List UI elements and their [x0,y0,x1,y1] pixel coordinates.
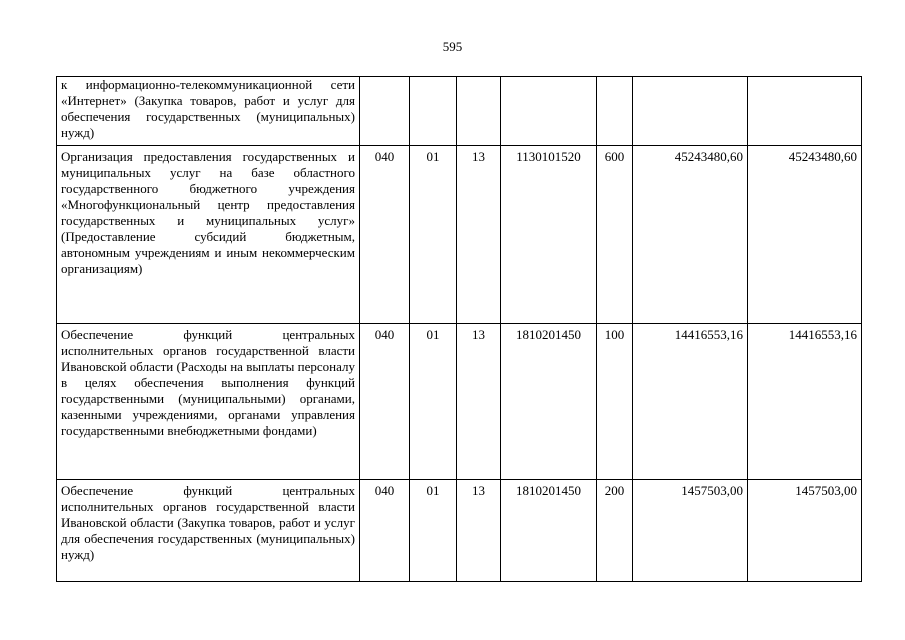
ministry-code: 040 [360,480,410,582]
row-description: к информационно-телекоммуникационной сети «Интернет» (Закупка товаров, работ и услуг для обеспечения государственных (муниципальных) нужд) [57,77,360,146]
row-description: Обеспечение функций центральных исполнительных органов государственной власти Ивановской области (Расходы на выплаты персоналу в целях обеспечения выполнения функций государственными (муниципальными) органами, казенными учреждениями, органами управления государственными внебюджетными фондами) [57,324,360,480]
amount-column-1 [633,77,748,146]
subsection-code: 13 [457,480,501,582]
amount-column-1: 14416553,16 [633,324,748,480]
amount-column-1: 1457503,00 [633,480,748,582]
amount-column-2: 1457503,00 [748,480,862,582]
page-number: 595 [442,39,463,54]
amount-column-2: 14416553,16 [748,324,862,480]
amount-column-2: 45243480,60 [748,146,862,324]
table-row [57,324,862,480]
subsection-code [457,77,501,146]
amount-column-1: 45243480,60 [633,146,748,324]
ministry-code [360,77,410,146]
section-code: 01 [410,324,457,480]
section-code: 01 [410,480,457,582]
section-code [410,77,457,146]
table-row [57,77,862,146]
target-article-code: 1130101520 [501,146,597,324]
expense-type-code: 100 [597,324,633,480]
expense-type-code: 600 [597,146,633,324]
table-row [57,146,862,324]
expense-type-code [597,77,633,146]
target-article-code: 1810201450 [501,324,597,480]
target-article-code: 1810201450 [501,480,597,582]
subsection-code: 13 [457,146,501,324]
row-description: Организация предоставления государственных и муниципальных услуг на базе областного государственного бюджетного учреждения «Многофункциональный центр предоставления государственных и муниципальных услуг» (Предоставление субсидий бюджетным, автономным учреждениям и иным некоммерческим организациям) [57,146,360,324]
amount-column-2 [748,77,862,146]
table-row [57,480,862,582]
ministry-code: 040 [360,324,410,480]
budget-table [56,76,862,582]
expense-type-code: 200 [597,480,633,582]
subsection-code: 13 [457,324,501,480]
row-description: Обеспечение функций центральных исполнительных органов государственной власти Ивановской области (Закупка товаров, работ и услуг для обеспечения государственных (муниципальных) нужд) [57,480,360,582]
ministry-code: 040 [360,146,410,324]
target-article-code [501,77,597,146]
section-code: 01 [410,146,457,324]
